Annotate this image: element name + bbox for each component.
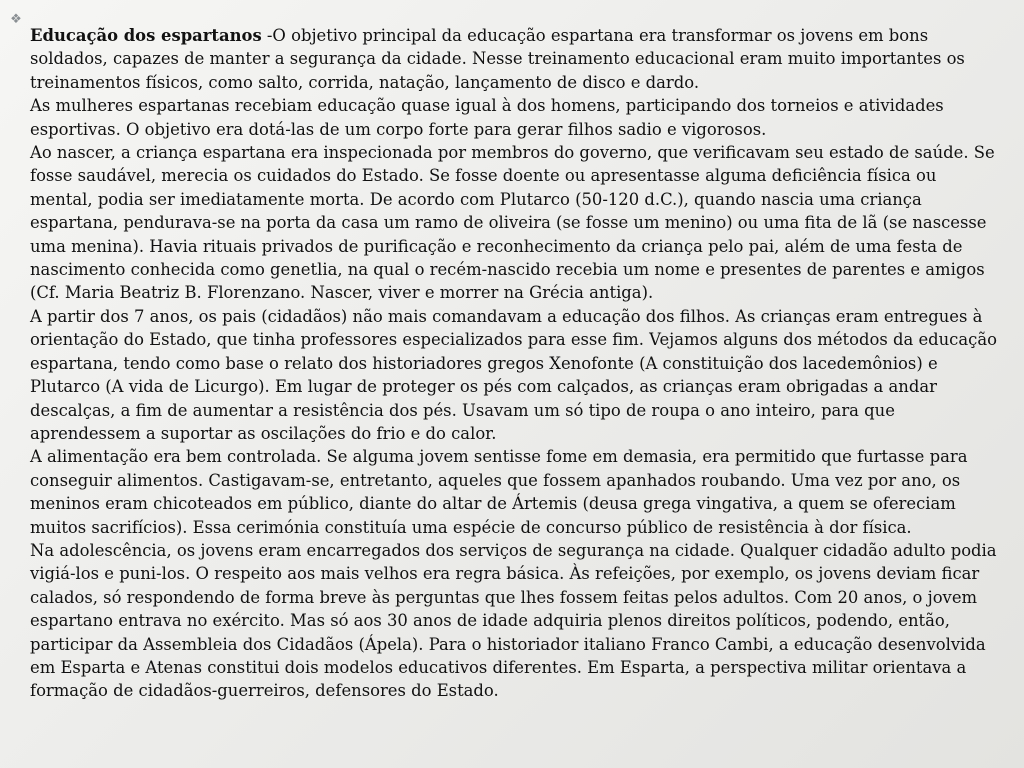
paragraph-women: As mulheres espartanas recebiam educação quase igual à dos homens, participando dos torneios e atividades esportivas. O objetivo era dotá-las de um corpo forte para gerar filhos sadio e vigorosos.: [30, 96, 944, 139]
slide-body: [30, 24, 998, 703]
diamond-bullet-icon: ❖: [10, 12, 22, 27]
paragraph-age-seven: A partir dos 7 anos, os pais (cidadãos) não mais comandavam a educação dos filhos. As crianças eram entregues à orientação do Estado, que tinha professores especializados para esse fim. Vejamos alguns dos métodos da educação espartana, tendo como base o relato dos historiadores gregos Xenofonte (A constituição dos lacedemônios) e Plutarco (A vida de Licurgo). Em lugar de proteger os pés com calçados, as crianças eram obrigadas a andar descalças, a fim de aumentar a resistência dos pés. Usavam um só tipo de roupa o ano inteiro, para que aprendessem a suportar as oscilações do frio e do calor.: [30, 306, 997, 443]
paragraph-intro-text: -O objetivo principal da educação espartana era transformar os jovens em bons soldados, capazes de manter a segurança da cidade. Nesse treinamento educacional eram muito importantes os treinamentos físicos, como salto, corrida, natação, lançamento de disco e dardo.: [30, 26, 965, 92]
heading: Educação dos espartanos: [30, 26, 262, 45]
paragraph-adolescence: Na adolescência, os jovens eram encarregados dos serviços de segurança na cidade. Qualquer cidadão adulto podia vigiá-los e puni-los. O respeito aos mais velhos era regra básica. Às refeições, por exemplo, os jovens deviam ficar calados, só respondendo de forma breve às perguntas que lhes fossem feitas pelos adultos. Com 20 anos, o jovem espartano entrava no exército. Mas só aos 30 anos de idade adquiria plenos direitos políticos, podendo, então, participar da Assembleia dos Cidadãos (Ápela). Para o historiador italiano Franco Cambi, a educação desenvolvida em Esparta e Atenas constitui dois modelos educativos diferentes. Em Esparta, a perspectiva militar orientava a formação de cidadãos-guerreiros, defensores do Estado.: [30, 540, 997, 701]
paragraph-birth: Ao nascer, a criança espartana era inspecionada por membros do governo, que verificavam seu estado de saúde. Se fosse saudável, merecia os cuidados do Estado. Se fosse doente ou apresentasse alguma deficiência física ou mental, podia ser imediatamente morta. De acordo com Plutarco (50-120 d.C.), quando nascia uma criança espartana, pendurava-se na porta da casa um ramo de oliveira (se fosse um menino) ou uma fita de lã (se nascesse uma menina). Havia rituais privados de purificação e reconhecimento da criança pelo pai, além de uma festa de nascimento conhecida como genetlia, na qual o recém-nascido recebia um nome e presentes de parentes e amigos (Cf. Maria Beatriz B. Florenzano. Nascer, viver e morrer na Grécia antiga).: [30, 143, 995, 303]
paragraph-intro: [30, 24, 998, 94]
paragraph-food: A alimentação era bem controlada. Se alguma jovem sentisse fome em demasia, era permitido que furtasse para conseguir alimentos. Castigavam-se, entretanto, aqueles que fossem apanhados roubando. Uma vez por ano, os meninos eram chicoteados em público, diante do altar de Ártemis (deusa grega vingativa, a quem se ofereciam muitos sacrifícios). Essa cerimónia constituía uma espécie de concurso público de resistência à dor física.: [30, 447, 968, 537]
